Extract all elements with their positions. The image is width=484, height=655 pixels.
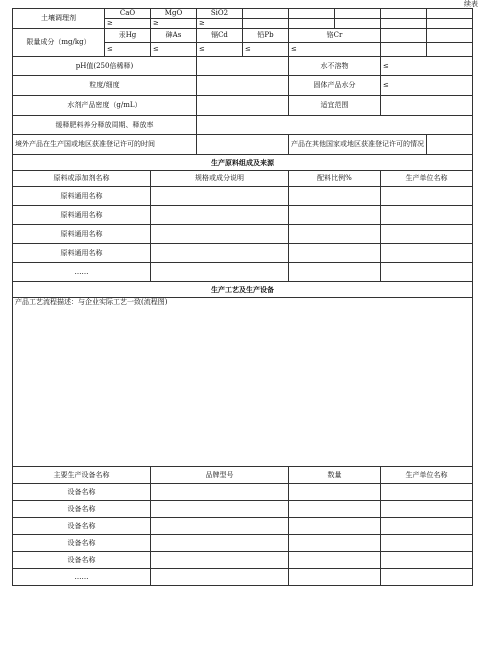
sio2-header: SiO2 (197, 9, 243, 19)
overseas-time-field[interactable] (197, 135, 289, 155)
equip-maker-header: 生产单位名称 (381, 467, 473, 484)
insoluble-value-field[interactable]: ≤ (381, 57, 473, 76)
raw-ratio-field[interactable] (289, 244, 381, 263)
raw-spec-field[interactable] (151, 225, 289, 244)
empty-cell (427, 29, 473, 43)
raw-section-title: 生产原料组成及来源 (13, 155, 473, 171)
cao-header: CaO (105, 9, 151, 19)
raw-spec-field[interactable] (151, 206, 289, 225)
equip-row (13, 535, 473, 552)
raw-spec-field[interactable] (151, 244, 289, 263)
equip-name-cell: …… (13, 569, 151, 586)
limits-label: 限量成分（mg/kg） (13, 29, 105, 57)
empty-cell (381, 9, 427, 19)
density-row (13, 96, 473, 116)
equip-row (13, 518, 473, 535)
raw-name-header: 原料或添加剂名称 (13, 171, 151, 187)
density-label: 水剂产品密度（g/mL） (13, 96, 197, 116)
raw-name-cell: 原料通用名称 (13, 244, 151, 263)
cd-value-field[interactable]: ≤ (197, 43, 243, 57)
conditioner-header-row (13, 9, 473, 19)
equip-name-cell: 设备名称 (13, 535, 151, 552)
slow-release-value-field[interactable] (197, 116, 473, 135)
sio2-value-field[interactable]: ≥ (197, 19, 243, 29)
raw-section-title-row (13, 155, 473, 171)
raw-spec-header: 规格或成分说明 (151, 171, 289, 187)
raw-ratio-field[interactable] (289, 225, 381, 244)
cr-value-field[interactable]: ≤ (289, 43, 381, 57)
equip-qty-field[interactable] (289, 518, 381, 535)
process-desc-row (13, 298, 473, 467)
mgo-header: MgO (151, 9, 197, 19)
slow-release-row (13, 116, 473, 135)
equip-name-cell: 设备名称 (13, 518, 151, 535)
raw-row (13, 263, 473, 282)
scope-value-field[interactable] (381, 96, 473, 116)
raw-ratio-field[interactable] (289, 187, 381, 206)
raw-spec-field[interactable] (151, 263, 289, 282)
equip-row (13, 484, 473, 501)
equip-model-field[interactable] (151, 518, 289, 535)
particle-row (13, 76, 473, 96)
raw-maker-field[interactable] (381, 187, 473, 206)
raw-row (13, 225, 473, 244)
scope-label: 适宜范围 (289, 96, 381, 116)
equip-name-cell: 设备名称 (13, 501, 151, 518)
process-desc-label: 产品工艺流程描述：与企业实际工艺一致(流程图) (15, 298, 168, 306)
particle-label: 粒度/细度 (13, 76, 197, 96)
slow-release-label: 缓释肥料养分释放周期、释放率 (13, 116, 197, 135)
equip-maker-field[interactable] (381, 569, 473, 586)
overseas-row (13, 135, 473, 155)
raw-row (13, 206, 473, 225)
process-desc-field[interactable] (13, 298, 473, 467)
ph-row (13, 57, 473, 76)
equip-row (13, 552, 473, 569)
ph-value-field[interactable] (197, 57, 289, 76)
empty-cell (381, 29, 427, 43)
overseas-time-label: 境外产品在生产国或地区获准登记许可的时间 (13, 135, 197, 155)
equip-qty-field[interactable] (289, 569, 381, 586)
equip-qty-field[interactable] (289, 484, 381, 501)
limits-header-row (13, 29, 473, 43)
equip-model-field[interactable] (151, 484, 289, 501)
equip-maker-field[interactable] (381, 535, 473, 552)
solid-water-label: 固体产品水分 (289, 76, 381, 96)
equip-name-cell: 设备名称 (13, 484, 151, 501)
equip-row (13, 569, 473, 586)
equip-qty-field[interactable] (289, 535, 381, 552)
ph-label: pH值(250倍稀释) (13, 57, 197, 76)
pb-header: 铅Pb (243, 29, 289, 43)
insoluble-label: 水不溶物 (289, 57, 381, 76)
cd-header: 镉Cd (197, 29, 243, 43)
other-country-label: 产品在其他国家或地区获准登记许可的情况 (289, 135, 427, 155)
equip-row (13, 501, 473, 518)
empty-cell (335, 9, 381, 19)
equip-model-header: 品牌型号 (151, 467, 289, 484)
equip-model-field[interactable] (151, 535, 289, 552)
raw-maker-field[interactable] (381, 263, 473, 282)
empty-cell[interactable] (335, 19, 381, 29)
hg-header: 汞Hg (105, 29, 151, 43)
empty-cell[interactable] (381, 43, 427, 57)
equip-name-cell: 设备名称 (13, 552, 151, 569)
equip-model-field[interactable] (151, 501, 289, 518)
equip-maker-field[interactable] (381, 501, 473, 518)
equip-maker-field[interactable] (381, 484, 473, 501)
raw-maker-field[interactable] (381, 225, 473, 244)
empty-cell (427, 9, 473, 19)
density-value-field[interactable] (197, 96, 289, 116)
raw-name-cell: 原料通用名称 (13, 225, 151, 244)
equip-header-row (13, 467, 473, 484)
mgo-value-field[interactable]: ≥ (151, 19, 197, 29)
raw-maker-field[interactable] (381, 206, 473, 225)
raw-row (13, 244, 473, 263)
raw-maker-field[interactable] (381, 244, 473, 263)
as-value-field[interactable]: ≤ (151, 43, 197, 57)
conditioner-label: 土壤调理剂 (13, 9, 105, 29)
other-country-field[interactable] (427, 135, 473, 155)
raw-ratio-field[interactable] (289, 263, 381, 282)
registration-form-table (12, 8, 473, 586)
as-header: 砷As (151, 29, 197, 43)
raw-maker-header: 生产单位名称 (381, 171, 473, 187)
raw-ratio-field[interactable] (289, 206, 381, 225)
equip-model-field[interactable] (151, 552, 289, 569)
raw-name-cell: …… (13, 263, 151, 282)
continued-label: 续表 (464, 0, 478, 8)
equip-qty-field[interactable] (289, 552, 381, 569)
process-section-title: 生产工艺及生产设备 (13, 282, 473, 298)
solid-water-value-field[interactable]: ≤ (381, 76, 473, 96)
pb-value-field[interactable]: ≤ (243, 43, 289, 57)
raw-row (13, 187, 473, 206)
raw-spec-field[interactable] (151, 187, 289, 206)
equip-qty-header: 数量 (289, 467, 381, 484)
equip-maker-field[interactable] (381, 518, 473, 535)
cr-header: 铬Cr (289, 29, 381, 43)
equip-model-field[interactable] (151, 569, 289, 586)
empty-cell (289, 9, 335, 19)
empty-cell (243, 9, 289, 19)
process-section-title-row (13, 282, 473, 298)
equip-name-header: 主要生产设备名称 (13, 467, 151, 484)
empty-cell[interactable] (243, 19, 289, 29)
particle-value-field[interactable] (197, 76, 289, 96)
hg-value-field[interactable]: ≤ (105, 43, 151, 57)
empty-cell[interactable] (427, 43, 473, 57)
empty-cell[interactable] (427, 19, 473, 29)
raw-ratio-header: 配料比例% (289, 171, 381, 187)
empty-cell[interactable] (381, 19, 427, 29)
cao-value-field[interactable]: ≥ (105, 19, 151, 29)
raw-header-row (13, 171, 473, 187)
empty-cell[interactable] (289, 19, 335, 29)
equip-qty-field[interactable] (289, 501, 381, 518)
raw-name-cell: 原料通用名称 (13, 206, 151, 225)
equip-maker-field[interactable] (381, 552, 473, 569)
raw-name-cell: 原料通用名称 (13, 187, 151, 206)
